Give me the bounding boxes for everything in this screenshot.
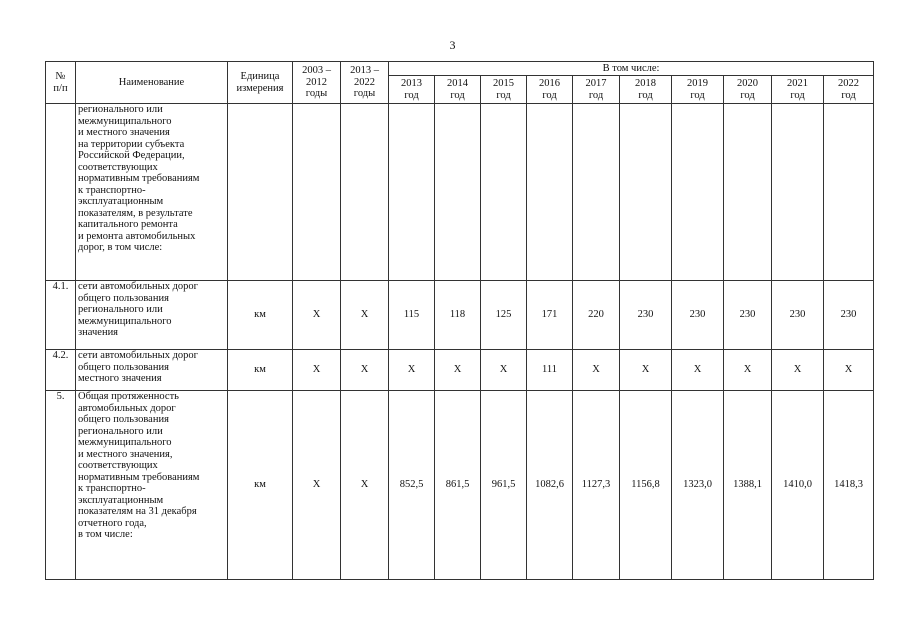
row-value: Х <box>389 350 435 391</box>
row-period-b: Х <box>341 350 389 391</box>
row-value <box>724 104 772 281</box>
row-value: 1388,1 <box>724 391 772 580</box>
row-value: 230 <box>672 281 724 350</box>
row-number: 4.2. <box>46 350 76 391</box>
row-value: 220 <box>573 281 620 350</box>
row-value <box>435 104 481 281</box>
row-value: 230 <box>772 281 824 350</box>
row-value: Х <box>724 350 772 391</box>
row-period-a <box>293 104 341 281</box>
table-row <box>46 104 874 281</box>
header-year: 2014 год <box>435 76 481 104</box>
row-value: Х <box>620 350 672 391</box>
row-value: 118 <box>435 281 481 350</box>
row-value <box>573 104 620 281</box>
row-value: 1156,8 <box>620 391 672 580</box>
row-value: 115 <box>389 281 435 350</box>
row-value: 230 <box>824 281 874 350</box>
row-value: 961,5 <box>481 391 527 580</box>
row-value: Х <box>435 350 481 391</box>
row-period-b: Х <box>341 391 389 580</box>
row-value: 1082,6 <box>527 391 573 580</box>
row-value <box>481 104 527 281</box>
row-value <box>672 104 724 281</box>
row-value: 230 <box>724 281 772 350</box>
table-header <box>46 62 874 104</box>
row-value <box>620 104 672 281</box>
row-value <box>527 104 573 281</box>
row-unit: км <box>228 350 293 391</box>
page-number: 3 <box>449 38 456 52</box>
row-number <box>46 104 76 281</box>
header-name: Наименование <box>76 62 228 104</box>
row-number: 4.1. <box>46 281 76 350</box>
row-value: Х <box>824 350 874 391</box>
row-value: Х <box>672 350 724 391</box>
header-period-2013-2022: 2013 – 2022 годы <box>341 62 389 104</box>
header-year: 2016 год <box>527 76 573 104</box>
row-value: Х <box>573 350 620 391</box>
row-period-b <box>341 104 389 281</box>
header-including: В том числе: <box>389 62 874 76</box>
row-value: 1127,3 <box>573 391 620 580</box>
row-unit: км <box>228 391 293 580</box>
header-period-2003-2012: 2003 – 2012 годы <box>293 62 341 104</box>
row-name: сети автомобильных дорог общего пользования местного значения <box>76 350 228 391</box>
row-unit: км <box>228 281 293 350</box>
row-value <box>389 104 435 281</box>
row-value: 111 <box>527 350 573 391</box>
header-year: 2019 год <box>672 76 724 104</box>
row-value: 852,5 <box>389 391 435 580</box>
table-row <box>46 281 874 350</box>
row-period-a: Х <box>293 281 341 350</box>
row-value: 1410,0 <box>772 391 824 580</box>
header-year: 2018 год <box>620 76 672 104</box>
row-unit <box>228 104 293 281</box>
row-value: 861,5 <box>435 391 481 580</box>
indicators-table <box>45 61 874 580</box>
row-value <box>772 104 824 281</box>
header-year: 2020 год <box>724 76 772 104</box>
row-value: 1418,3 <box>824 391 874 580</box>
row-value: 1323,0 <box>672 391 724 580</box>
row-name: Общая протяженность автомобильных дорог общего пользования регионального или межмуниципального и местного значения, соответствующих нормативным требованиям к транспортно- эксплуатационным показателям на 31 декабря отчетного года, в том числе: <box>76 391 228 580</box>
table-row <box>46 391 874 580</box>
header-year: 2015 год <box>481 76 527 104</box>
row-value: Х <box>772 350 824 391</box>
row-period-b: Х <box>341 281 389 350</box>
table-body <box>46 104 874 580</box>
row-name: сети автомобильных дорог общего пользования регионального или межмуниципального значения <box>76 281 228 350</box>
row-value: 230 <box>620 281 672 350</box>
table-row <box>46 350 874 391</box>
row-value: Х <box>481 350 527 391</box>
header-year: 2017 год <box>573 76 620 104</box>
header-unit: Единица измерения <box>228 62 293 104</box>
row-name: регионального или межмуниципального и местного значения на территории субъекта Российской Федерации, соответствующих нормативным требованиям к транспортно- эксплуатационным показателям, в результате капитального ремонта и ремонта автомобильных дорог, в том числе: <box>76 104 228 281</box>
row-value: 125 <box>481 281 527 350</box>
header-year: 2022 год <box>824 76 874 104</box>
header-year: 2021 год <box>772 76 824 104</box>
header-year: 2013 год <box>389 76 435 104</box>
row-period-a: Х <box>293 391 341 580</box>
row-value <box>824 104 874 281</box>
header-number: № п/п <box>46 62 76 104</box>
row-number: 5. <box>46 391 76 580</box>
row-value: 171 <box>527 281 573 350</box>
row-period-a: Х <box>293 350 341 391</box>
